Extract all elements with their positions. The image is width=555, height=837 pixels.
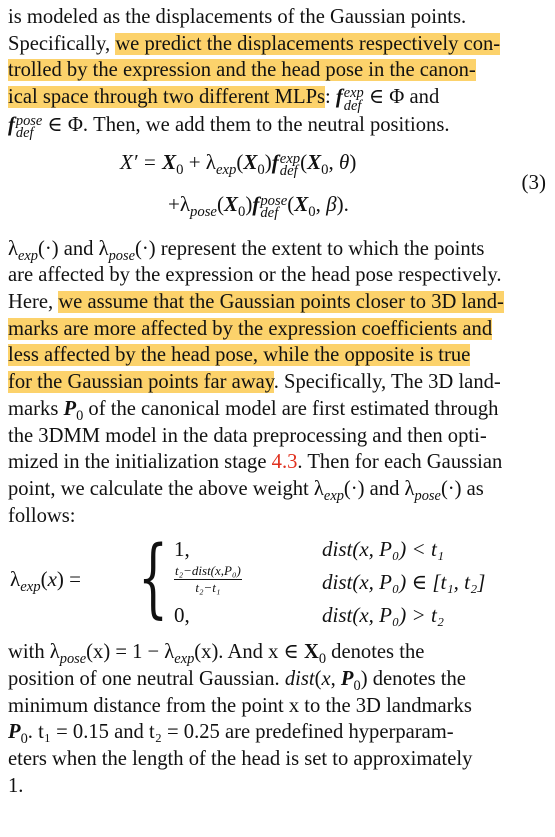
math-f: f: [335, 86, 343, 109]
text-fragment: mized in the initialization stage: [8, 451, 272, 474]
math-f: f: [252, 191, 260, 216]
math-sub: def: [279, 163, 298, 180]
case-2-condition: dist(x, P₀) ∈ [t₁, t₂]: [322, 570, 486, 595]
highlight: we predict the displacements respectively con-: [115, 32, 501, 55]
text-fragment: . t₁ = 0.15 and t₂ = 0.25 are predefined hyperparam-: [27, 721, 454, 744]
math-sub: exp: [18, 247, 38, 264]
text-line: 1.: [8, 774, 24, 797]
text-fragment: Here,: [8, 290, 59, 313]
text-fragment: :: [325, 86, 336, 109]
text-fragment: point, we calculate the above weight λ: [8, 477, 324, 500]
fraction-numerator: t₂−dist(x,P₀): [175, 563, 241, 579]
math-sub: def: [15, 125, 34, 142]
math-sub: exp: [215, 161, 237, 178]
text-fragment: marks: [8, 397, 64, 420]
highlight: ical space through two different MLPs: [8, 86, 326, 109]
math-sub: pose: [108, 247, 136, 264]
math-f: f: [8, 113, 15, 136]
math-subsup: [260, 192, 288, 222]
case-2-fraction: [174, 563, 242, 596]
highlight: less affected by the head pose, while the opposite is true: [8, 344, 471, 367]
equation-line-1: $X' = X_0 + \lambda_{exp}(X_0)f$ exp def ($X_0$, θ): [120, 149, 357, 180]
math-text: X′ =: [120, 149, 163, 174]
text-line: follows:: [8, 504, 76, 527]
highlight: we assume that the Gaussian points closer to 3D land-: [58, 290, 504, 313]
piecewise-lhs: $\lambda_{exp}(x)$ =: [10, 567, 81, 596]
text-fragment: (x) = 1 − λ: [86, 641, 175, 664]
brace-icon: {: [138, 528, 169, 629]
paragraph-definitions: with $\lambda_{pose}(x) = 1 - \lambda_{exp}(x)$. And x ∈ $X_0$ denotes the position of one neutral Gaussian. dist(x, $P_0$) denotes the minimum distance from the point x to the 3D landmarks $P_0$. t₁ = 0.15 and t₂ = 0.25 are predefined hyperparam- eters when the length of the head is set to approximately 1.: [8, 641, 473, 797]
highlight: trolled by the expression and the head pose in the canon-: [8, 59, 476, 82]
text-fragment: (·) as: [440, 477, 484, 500]
math-subsup: [279, 150, 301, 180]
text-fragment: (·) and λ: [343, 477, 415, 500]
text-line: are affected by the expression or the head pose respectively.: [8, 264, 502, 287]
case-1-value: 1,: [174, 537, 190, 562]
text-fragment: ∈ Φ and: [363, 86, 440, 109]
equation-line-2: $+\lambda_{pose}(X_0)f$ pose def ($X_0$, β).: [168, 191, 349, 222]
section-reference-link[interactable]: 4.3: [271, 451, 298, 474]
math-sub: pose: [190, 203, 217, 220]
text-fragment: . Then for each Gaussian: [297, 451, 503, 474]
text-fragment: position of one neutral Gaussian.: [8, 668, 285, 691]
paragraph-weights: $\lambda_{exp}(\cdot)$ and $\lambda_{pose}(\cdot)$ represent the extent to which the points are affected by the expression or the head pose respectively. Here, we assume that the Gaussian points closer to 3D land- marks are more affected by the expression coefficients and less affected by the head pose, while the opposite is true for the Gaussian points far away. Specifically, The 3D land- marks $P_0$ of the canonical model are first estimated through the 3DMM model in the data preprocessing and then opti- mized in the initialization stage 4.3. Then for each Gaussian point, we calculate the above weight $\lambda_{exp}(\cdot)$ and $\lambda_{pose}(\cdot)$ as follows:: [8, 237, 504, 527]
text-line: eters when the length of the head is set to approximately: [8, 748, 473, 771]
text-fragment: with λ: [8, 641, 60, 664]
math-subsup: [16, 115, 42, 140]
math-sub: pose: [414, 487, 441, 504]
math-sup: exp: [279, 150, 301, 167]
text-fragment: of the canonical model are first estimated through: [83, 397, 499, 420]
text-line: minimum distance from the point x to the 3D landmarks: [8, 694, 472, 717]
text-fragment: . Specifically, The 3D land-: [273, 371, 501, 394]
case-3-value: 0,: [174, 603, 190, 628]
highlight: for the Gaussian points far away: [8, 371, 274, 394]
text-fragment: (·) and λ: [38, 237, 109, 260]
case-3-condition: dist(x, P₀) > t₂: [322, 603, 445, 628]
math-sub: exp: [323, 487, 344, 504]
piecewise-equation: [8, 528, 548, 633]
fraction-denominator: t₂−t₁: [195, 580, 221, 596]
paragraph-displacement: [8, 4, 548, 140]
highlight: marks are more affected by the expression coefficients and: [8, 317, 493, 340]
math-f: f: [271, 149, 279, 174]
math-sub: 0: [176, 161, 184, 178]
math-sub: def: [260, 205, 279, 222]
text-fragment: (·) represent the extent to which the points: [135, 237, 485, 260]
text-line: the 3DMM model in the data preprocessing and then opti-: [8, 424, 487, 447]
math-sup: exp: [343, 85, 364, 102]
equation-3: [8, 148, 548, 232]
math-sup: pose: [260, 192, 288, 209]
text-line: is modeled as the displacements of the Gaussian points.: [8, 6, 467, 28]
text-line: Specifically,: [8, 32, 116, 55]
math-sub: def: [343, 97, 362, 114]
math-subsup: [344, 87, 364, 112]
case-1-condition: dist(x, P₀) < t₁: [322, 537, 445, 562]
math-X: X: [162, 149, 177, 174]
math-sup: pose: [15, 113, 43, 130]
text-fragment: denotes the: [367, 668, 466, 691]
text-fragment: ∈ Φ. Then, we add them to the neutral positions.: [42, 113, 450, 136]
equation-number: (3): [521, 169, 546, 194]
text-fragment: (x). And x ∈: [194, 641, 304, 664]
text-fragment: denotes the: [326, 641, 425, 664]
